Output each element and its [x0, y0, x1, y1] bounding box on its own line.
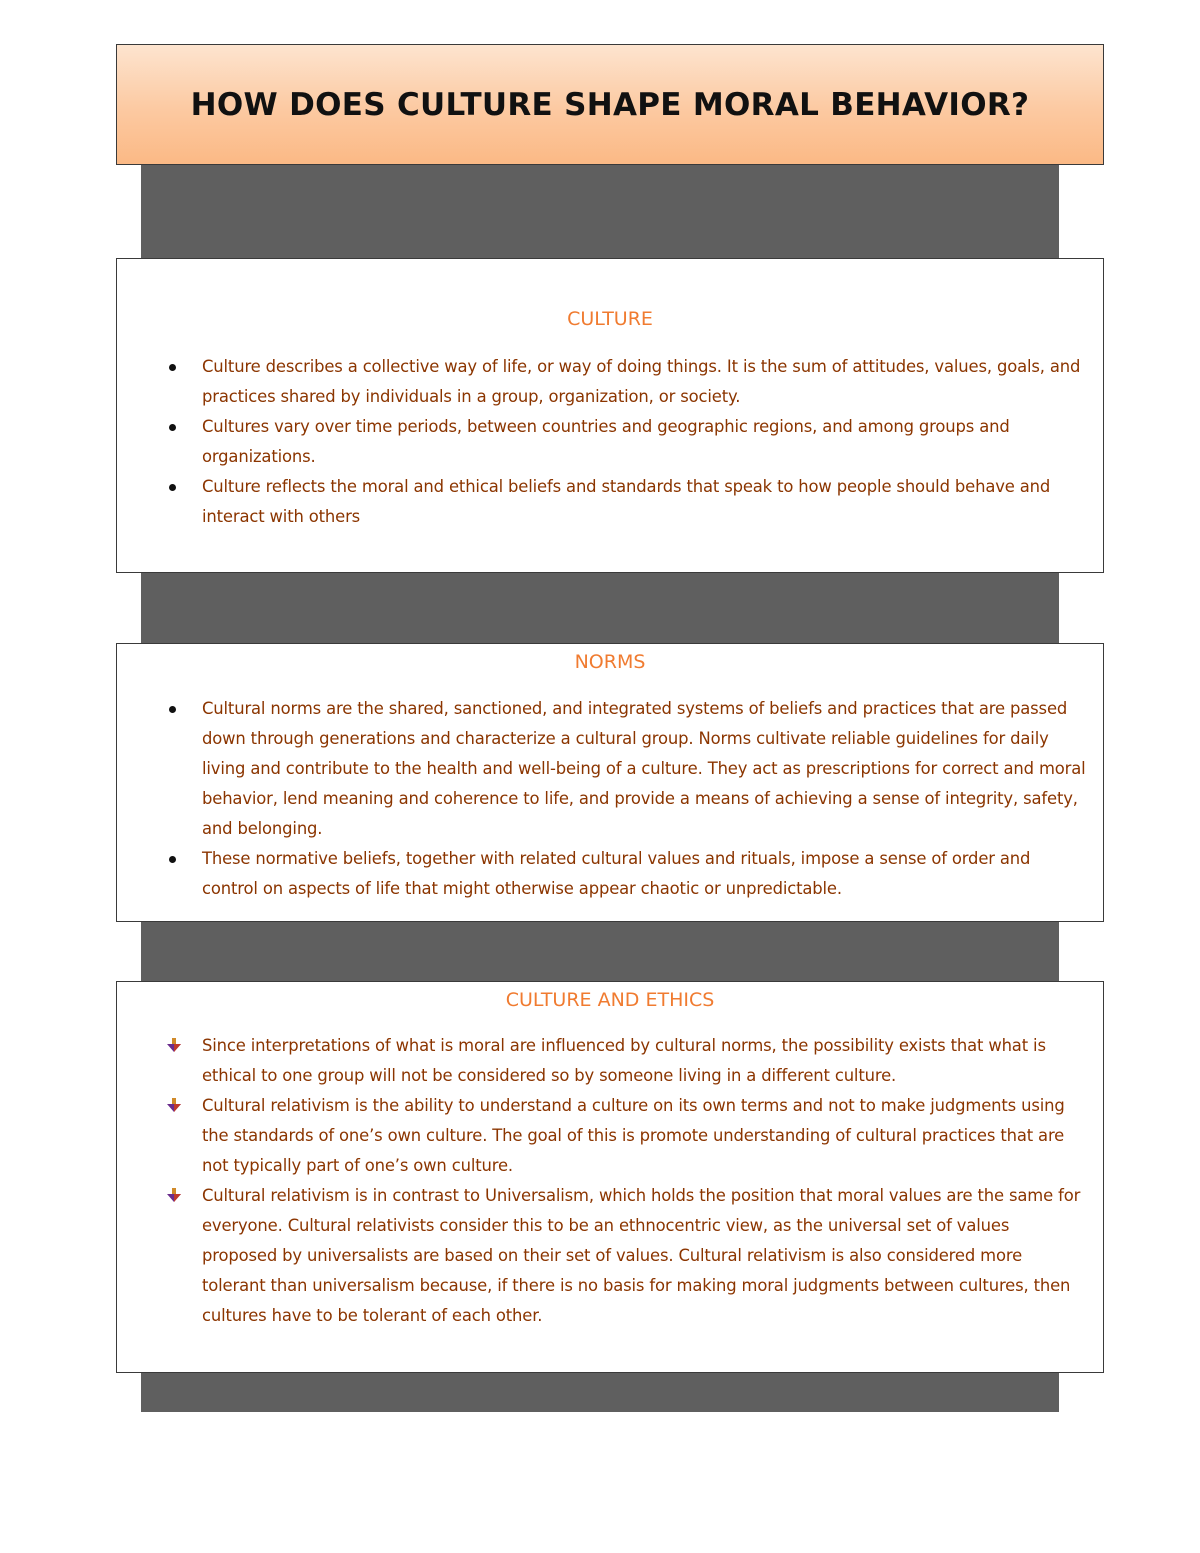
section-heading: CULTURE AND ETHICS: [505, 989, 715, 1011]
list-item-text: These normative beliefs, together with related cultural values and rituals, impose a sense of order and control on aspects of life that might otherwise appear chaotic or unpredictable.: [202, 849, 1031, 898]
list-item-text: Cultural relativism is in contrast to Universalism, which holds the position that moral values are the same for everyone. Cultural relativists consider this to be an ethnocentric view, as the universal set of values proposed by universalists are based on their set of values. Cultural relativism is also considered more tolerant than universalism because, if there is no basis for making moral judgments between cultures, then cultures have to be tolerant of each other.: [202, 1186, 1081, 1325]
section-culture: [116, 258, 1104, 573]
down-arrow-bullet-icon: [167, 1038, 181, 1053]
round-bullet-icon: [169, 856, 176, 863]
round-bullet-icon: [169, 424, 176, 431]
round-bullet-icon: [169, 484, 176, 491]
section-heading: CULTURE: [567, 308, 653, 330]
list-item: [117, 352, 1103, 412]
list-item: [117, 1031, 1103, 1091]
bullet-list: [117, 1031, 1103, 1331]
list-item: [117, 694, 1103, 844]
round-bullet-icon: [169, 706, 176, 713]
list-item-text: Cultures vary over time periods, between countries and geographic regions, and among groups and organizations.: [202, 417, 1010, 466]
list-item-text: Culture reflects the moral and ethical beliefs and standards that speak to how people should behave and interact with others: [202, 477, 1051, 526]
list-item-text: Cultural relativism is the ability to understand a culture on its own terms and not to make judgments using the standards of one’s own culture. The goal of this is promote understanding of cultural practices that are not typically part of one’s own culture.: [202, 1096, 1065, 1175]
connector-band-4: [141, 1373, 1059, 1412]
section-norms: [116, 643, 1104, 922]
list-item: [117, 1181, 1103, 1331]
down-arrow-bullet-icon: [167, 1188, 181, 1203]
bullet-list: [117, 352, 1103, 532]
connector-band-3: [141, 922, 1059, 981]
title-box: [116, 44, 1104, 165]
connector-band-2: [141, 573, 1059, 643]
list-item: [117, 844, 1103, 904]
list-item: [117, 1091, 1103, 1181]
list-item: [117, 472, 1103, 532]
list-item: [117, 412, 1103, 472]
page-title: HOW DOES CULTURE SHAPE MORAL BEHAVIOR?: [190, 86, 1030, 123]
section-heading: NORMS: [574, 651, 646, 673]
connector-band-1: [141, 165, 1059, 258]
list-item-text: Since interpretations of what is moral are influenced by cultural norms, the possibility exists that what is ethical to one group will not be considered so by someone living in a different culture.: [202, 1036, 1046, 1085]
round-bullet-icon: [169, 364, 176, 371]
down-arrow-bullet-icon: [167, 1098, 181, 1113]
list-item-text: Culture describes a collective way of life, or way of doing things. It is the sum of attitudes, values, goals, and practices shared by individuals in a group, organization, or society.: [202, 357, 1081, 406]
list-item-text: Cultural norms are the shared, sanctioned, and integrated systems of beliefs and practices that are passed down through generations and characterize a cultural group. Norms cultivate reliable guidelines for daily living and contribute to the health and well-being of a culture. They act as prescriptions for correct and moral behavior, lend meaning and coherence to life, and provide a means of achieving a sense of integrity, safety, and belonging.: [202, 699, 1086, 838]
bullet-list: [117, 694, 1103, 904]
section-culture-and-ethics: [116, 981, 1104, 1373]
